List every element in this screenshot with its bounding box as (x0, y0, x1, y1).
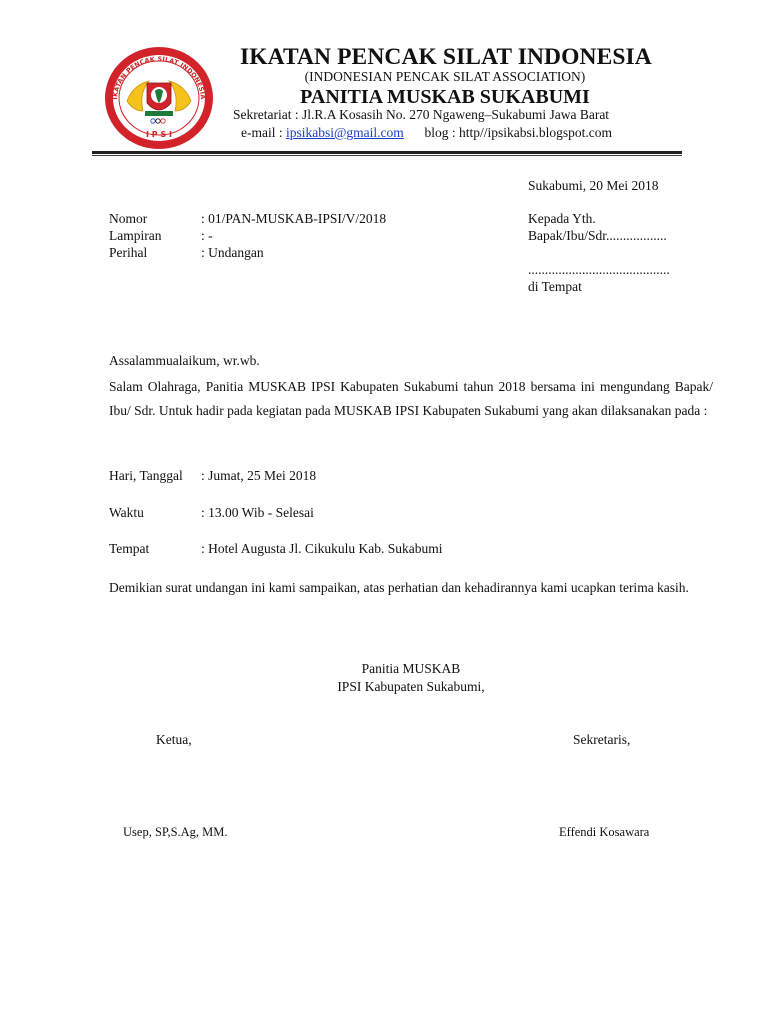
recipient-salutation: Kepada Yth. (528, 211, 596, 226)
place-date: Sukabumi, 20 Mei 2018 (528, 178, 659, 193)
meta-value-attachment: : - (201, 228, 213, 243)
closing-paragraph: Demikian surat undangan ini kami sampaikan, atas perhatian dan kehadirannya kami ucapkan terima kasih. (109, 580, 689, 595)
signature-committee: Panitia MUSKAB (361, 661, 461, 676)
organization-english-name: (INDONESIAN PENCAK SILAT ASSOCIATION) (304, 69, 586, 84)
signature-right-name: Effendi Kosawara (559, 825, 650, 839)
signature-left-name: Usep, SP,S.Ag, MM. (123, 825, 228, 839)
committee-name: PANITIA MUSKAB SUKABUMI (300, 86, 590, 108)
contact-line (241, 125, 612, 141)
recipient-name-line: Bapak/Ibu/Sdr.................. (528, 228, 667, 243)
opening-paragraph: Salam Olahraga, Panitia MUSKAB IPSI Kabupaten Sukabumi tahun 2018 bersama ini mengundang Bapak/ Ibu/ Sdr. Untuk hadir pada kegiatan pada MUSKAB IPSI Kabupaten Sukabumi yang akan dilaksanakan pada : (109, 379, 713, 418)
detail-value-venue: : Hotel Augusta Jl. Cikukulu Kab. Sukabumi (201, 541, 443, 556)
recipient-location: di Tempat (528, 279, 582, 294)
meta-value-number: : 01/PAN-MUSKAB-IPSI/V/2018 (201, 211, 387, 226)
organization-name: IKATAN PENCAK SILAT INDONESIA (240, 44, 652, 70)
ipsi-logo (103, 45, 215, 151)
signature-right-title: Sekretaris, (573, 732, 631, 747)
email-link[interactable]: ipsikabsi@gmail.com (285, 125, 404, 140)
signature-organization: IPSI Kabupaten Sukabumi, (337, 679, 485, 694)
meta-label-attachment: Lampiran (109, 228, 162, 243)
meta-label-subject: Perihal (109, 245, 148, 260)
signature-left-title: Ketua, (156, 732, 192, 747)
detail-label-time: Waktu (109, 505, 144, 520)
email-label: e-mail : (241, 125, 283, 140)
detail-label-venue: Tempat (109, 541, 150, 556)
secretariat-address: Sekretariat : Jl.R.A Kosasih No. 270 Ngaweng–Sukabumi Jawa Barat (233, 107, 610, 122)
greeting: Assalammualaikum, wr.wb. (109, 353, 260, 368)
blog-text: blog : http//ipsikabsi.blogspot.com (424, 125, 613, 140)
recipient-blank-line: .......................................... (528, 262, 670, 277)
header-divider-thin (92, 155, 682, 156)
meta-value-subject: : Undangan (201, 245, 264, 260)
detail-label-date: Hari, Tanggal (109, 468, 183, 483)
detail-value-date: : Jumat, 25 Mei 2018 (201, 468, 317, 483)
logo-initials: I P S I (146, 130, 172, 139)
detail-value-time: : 13.00 Wib - Selesai (201, 505, 314, 520)
logo-arc-text: IKATAN PENCAK SILAT INDONESIA (112, 55, 207, 100)
header-divider (92, 151, 682, 154)
meta-label-number: Nomor (109, 211, 148, 226)
